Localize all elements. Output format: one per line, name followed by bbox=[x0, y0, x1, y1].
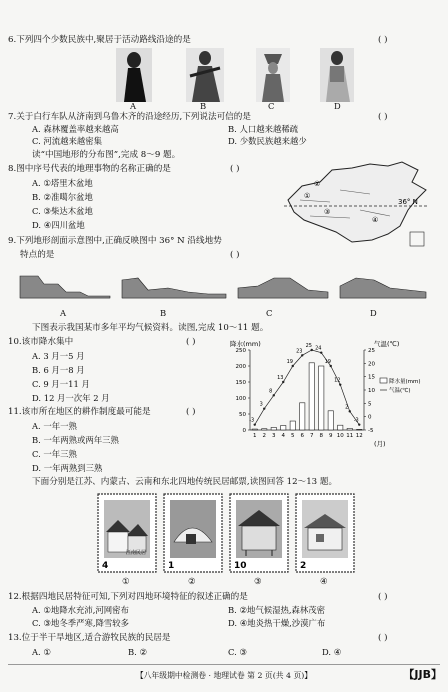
temperature-point bbox=[320, 351, 322, 353]
profile-a[interactable] bbox=[20, 276, 110, 298]
q10-text: 10.该市降水集中 bbox=[8, 337, 74, 347]
q11-option-c[interactable]: C. 一年三熟 bbox=[32, 449, 77, 459]
map-mark-4: ④ bbox=[372, 216, 379, 224]
q7-text: 7.关于白行车队从济南到乌鲁木齐的沿途经历,下列说法可信的是 bbox=[8, 112, 251, 122]
q12-option-d[interactable]: D. ④地炎热干燥,沙漠广布 bbox=[228, 618, 326, 628]
stamp-3-number: ③ bbox=[254, 576, 262, 586]
chart-x-tick-label: 6 bbox=[300, 433, 304, 439]
precip-bar bbox=[281, 426, 286, 430]
temperature-point bbox=[358, 423, 360, 425]
chart-x-tick-label: 4 bbox=[281, 433, 285, 439]
temperature-point bbox=[339, 383, 341, 385]
q7-answer-paren[interactable]: ( ) bbox=[378, 112, 388, 122]
q11-option-d[interactable]: D. 一年两熟到三熟 bbox=[32, 463, 103, 473]
q10-option-d[interactable]: D. 12 月一次年 2 月 bbox=[32, 393, 110, 403]
precip-bar bbox=[252, 429, 257, 430]
chart-xlabel: (月) bbox=[374, 440, 386, 448]
stamp-1-price: 4 bbox=[102, 561, 109, 571]
profile-d[interactable] bbox=[340, 278, 426, 298]
q6-answer-paren[interactable]: ( ) bbox=[378, 35, 388, 45]
terrain-profiles bbox=[18, 264, 428, 312]
temperature-point bbox=[292, 365, 294, 367]
temperature-point bbox=[301, 354, 303, 356]
precip-bar bbox=[319, 366, 324, 430]
q9-label-a: A bbox=[60, 308, 67, 318]
precip-bar bbox=[271, 427, 276, 430]
chart-x-tick-label: 1 bbox=[253, 433, 257, 439]
q7-option-d[interactable]: D. 少数民族越来越少 bbox=[228, 136, 307, 146]
q11-text: 11.该市所在地区的耕作制度最可能是 bbox=[8, 407, 151, 417]
chart-y-tick-label: 150 bbox=[235, 380, 246, 386]
precip-bar bbox=[262, 429, 267, 430]
q7-option-a[interactable]: A. 森林覆盖率越来越高 bbox=[32, 124, 119, 134]
temperature-point bbox=[263, 407, 265, 409]
precip-bar bbox=[309, 363, 314, 430]
map-mark-2: ② bbox=[314, 180, 321, 188]
temperature-point bbox=[330, 365, 332, 367]
map-mark-3: ③ bbox=[324, 208, 331, 216]
stamp-4-price: 2 bbox=[300, 561, 307, 571]
q9-answer-paren[interactable]: ( ) bbox=[230, 250, 240, 260]
chart-y2-tick-label: 25 bbox=[368, 348, 375, 354]
q7-option-b[interactable]: B. 人口越来越稀疏 bbox=[228, 124, 299, 134]
stamp-4-number: ④ bbox=[320, 576, 328, 586]
precip-bar bbox=[328, 411, 333, 430]
intro-q8-9: 读“中国地形的分布图”,完成 8～9 题。 bbox=[32, 150, 181, 160]
chart-x-tick-label: 9 bbox=[329, 433, 333, 439]
chart-y2-tick-label: 5 bbox=[368, 401, 372, 408]
stamp-3-price: 10 bbox=[234, 561, 247, 571]
chart-x-tick-label: 12 bbox=[355, 433, 363, 439]
q12-option-b[interactable]: B. ②地气候湿热,森林茂密 bbox=[228, 605, 326, 615]
precip-bar bbox=[347, 428, 352, 430]
q8-option-d[interactable]: D. ④四川盆地 bbox=[32, 220, 85, 230]
q13-option-d[interactable]: D. ④ bbox=[322, 647, 342, 657]
q9-label-d: D bbox=[370, 308, 377, 318]
chart-y-tick-label: 100 bbox=[235, 396, 246, 402]
chart-x-tick-label: 3 bbox=[272, 433, 276, 439]
q6-text: 6.下列四个少数民族中,聚居于活动路线沿途的是 bbox=[8, 35, 191, 45]
q12-answer-paren[interactable]: ( ) bbox=[378, 592, 388, 602]
chart-y-tick-label: 0 bbox=[242, 428, 246, 434]
temperature-data-label: -3 bbox=[353, 417, 359, 424]
chart-x-tick-label: 2 bbox=[262, 433, 266, 439]
map-mark-1: ① bbox=[304, 192, 311, 200]
stamp-1-number: ① bbox=[122, 576, 130, 586]
map-lat-label: 36° N bbox=[398, 198, 418, 206]
q9-text-cont: 特点的是 bbox=[20, 250, 55, 260]
q13-option-b[interactable]: B. ② bbox=[128, 647, 147, 657]
temperature-data-label: 12 bbox=[334, 377, 341, 384]
legend-precip-label: 降水量(mm) bbox=[389, 379, 421, 385]
chart-y2-tick-label: 15 bbox=[368, 374, 375, 381]
q8-text: 8.图中序号代表的地理事物的名称正确的是 bbox=[8, 164, 171, 174]
q13-text: 13.位于半干旱地区,适合游牧民族的民居是 bbox=[8, 633, 171, 643]
china-terrain-map bbox=[280, 160, 440, 256]
figure-d-image[interactable] bbox=[320, 48, 354, 102]
legend-precip-swatch bbox=[380, 378, 387, 383]
precip-bar bbox=[338, 425, 343, 430]
q6-label-b: B bbox=[200, 101, 207, 111]
temperature-point bbox=[349, 410, 351, 412]
stamps-image bbox=[96, 492, 366, 576]
chart-x-tick-label: 11 bbox=[346, 433, 354, 439]
precip-bar bbox=[300, 403, 305, 430]
profile-c[interactable] bbox=[238, 278, 328, 298]
temperature-data-label: 2 bbox=[345, 404, 349, 411]
chart-ylabel: 降水(mm) bbox=[230, 340, 261, 348]
climate-chart bbox=[226, 338, 434, 450]
q6-label-d: D bbox=[334, 101, 341, 111]
q10-option-c[interactable]: C. 9 月一11 月 bbox=[32, 379, 90, 389]
q8-option-b[interactable]: B. ②准噶尔盆地 bbox=[32, 192, 93, 202]
q8-option-c[interactable]: C. ③柴达木盆地 bbox=[32, 206, 93, 216]
temperature-data-label: 25 bbox=[305, 343, 312, 349]
q11-option-b[interactable]: B. 一年两熟或两年三熟 bbox=[32, 435, 119, 445]
q11-answer-paren[interactable]: ( ) bbox=[186, 407, 196, 417]
chart-y2-tick-label: 20 bbox=[368, 361, 375, 368]
chart-x-tick-label: 7 bbox=[310, 433, 314, 439]
footer-rule bbox=[8, 664, 440, 665]
chart-y2-tick-label: 0 bbox=[368, 414, 372, 421]
temperature-data-label: 23 bbox=[296, 348, 303, 355]
temperature-point bbox=[282, 381, 284, 383]
q13-option-c[interactable]: C. ③ bbox=[228, 647, 247, 657]
q9-text: 9.下列地形剖面示意图中,正确反映图中 36° N 沿线地势 bbox=[8, 236, 222, 246]
q10-option-a[interactable]: A. 3 月一5 月 bbox=[32, 351, 85, 361]
chart-y2label: 气温(℃) bbox=[374, 340, 400, 348]
chart-y-tick-label: 250 bbox=[235, 348, 246, 354]
chart-x-tick-label: 10 bbox=[336, 433, 344, 439]
intro-q12-13: 下面分别是江苏、内蒙古、云南和东北四地传统民居邮票,读图回答 12～13 题。 bbox=[32, 477, 338, 487]
stamp-1-caption: 江南民居 bbox=[126, 550, 147, 556]
chart-x-tick-label: 8 bbox=[319, 433, 323, 439]
temperature-point bbox=[311, 349, 313, 351]
minority-figures bbox=[112, 46, 372, 108]
temperature-data-label: 19 bbox=[324, 359, 331, 365]
chart-y-tick-label: 200 bbox=[235, 364, 246, 370]
temperature-data-label: 3 bbox=[259, 401, 263, 408]
figure-b-image[interactable] bbox=[186, 48, 224, 102]
page-footer: 【八年级期中检测卷 · 地理试卷 第 2 页(共 4 页)】 bbox=[135, 671, 313, 680]
chart-y2-tick-label: -5 bbox=[368, 428, 374, 434]
temperature-data-label: -3 bbox=[249, 417, 255, 424]
chart-x-tick-label: 5 bbox=[291, 433, 295, 439]
profile-b[interactable] bbox=[122, 278, 226, 298]
figure-a-image[interactable] bbox=[116, 48, 152, 102]
q7-option-c[interactable]: C. 河流越来越密集 bbox=[32, 136, 103, 146]
temperature-line bbox=[255, 350, 360, 425]
q9-label-c: C bbox=[266, 308, 273, 318]
q8-option-a[interactable]: A. ①塔里木盆地 bbox=[32, 178, 93, 188]
temperature-point bbox=[273, 394, 275, 396]
q6-label-a: A bbox=[130, 101, 137, 111]
precip-bar bbox=[357, 429, 362, 430]
exam-code-tag: 【JJB】 bbox=[403, 668, 442, 681]
q13-answer-paren[interactable]: ( ) bbox=[378, 633, 388, 643]
temperature-data-label: 13 bbox=[277, 375, 284, 381]
legend-temp-label: 气温(℃) bbox=[389, 388, 411, 394]
chart-y-tick-label: 50 bbox=[239, 412, 246, 418]
q12-option-a[interactable]: A. ①地降水充沛,河网密布 bbox=[32, 605, 129, 615]
q12-option-c[interactable]: C. ③地冬季严寒,降雪较多 bbox=[32, 618, 129, 628]
stamp-2-number: ② bbox=[188, 576, 196, 586]
intro-q10-11: 下图表示我国某市多年平均气候资料。读图,完成 10～11 题。 bbox=[32, 323, 269, 333]
precip-bar bbox=[290, 421, 295, 430]
chart-y2-tick-label: 10 bbox=[368, 388, 375, 394]
temperature-data-label: 24 bbox=[315, 345, 322, 352]
temperature-data-label: 19 bbox=[286, 359, 293, 365]
q10-answer-paren[interactable]: ( ) bbox=[186, 337, 196, 347]
stamp-2-price: 1 bbox=[168, 561, 175, 571]
q12-text: 12.根据四地民居特征可知,下列对四地环境特征的叙述正确的是 bbox=[8, 592, 248, 602]
q6-label-c: C bbox=[268, 101, 275, 111]
q13-option-a[interactable]: A. ① bbox=[32, 647, 51, 657]
q10-option-b[interactable]: B. 6 月一8 月 bbox=[32, 365, 85, 375]
figure-c-image[interactable] bbox=[256, 48, 290, 102]
q8-answer-paren[interactable]: ( ) bbox=[230, 164, 240, 174]
q11-option-a[interactable]: A. 一年一熟 bbox=[32, 421, 77, 431]
temperature-point bbox=[254, 423, 256, 425]
q9-label-b: B bbox=[160, 308, 167, 318]
temperature-data-label: 8 bbox=[269, 388, 273, 395]
